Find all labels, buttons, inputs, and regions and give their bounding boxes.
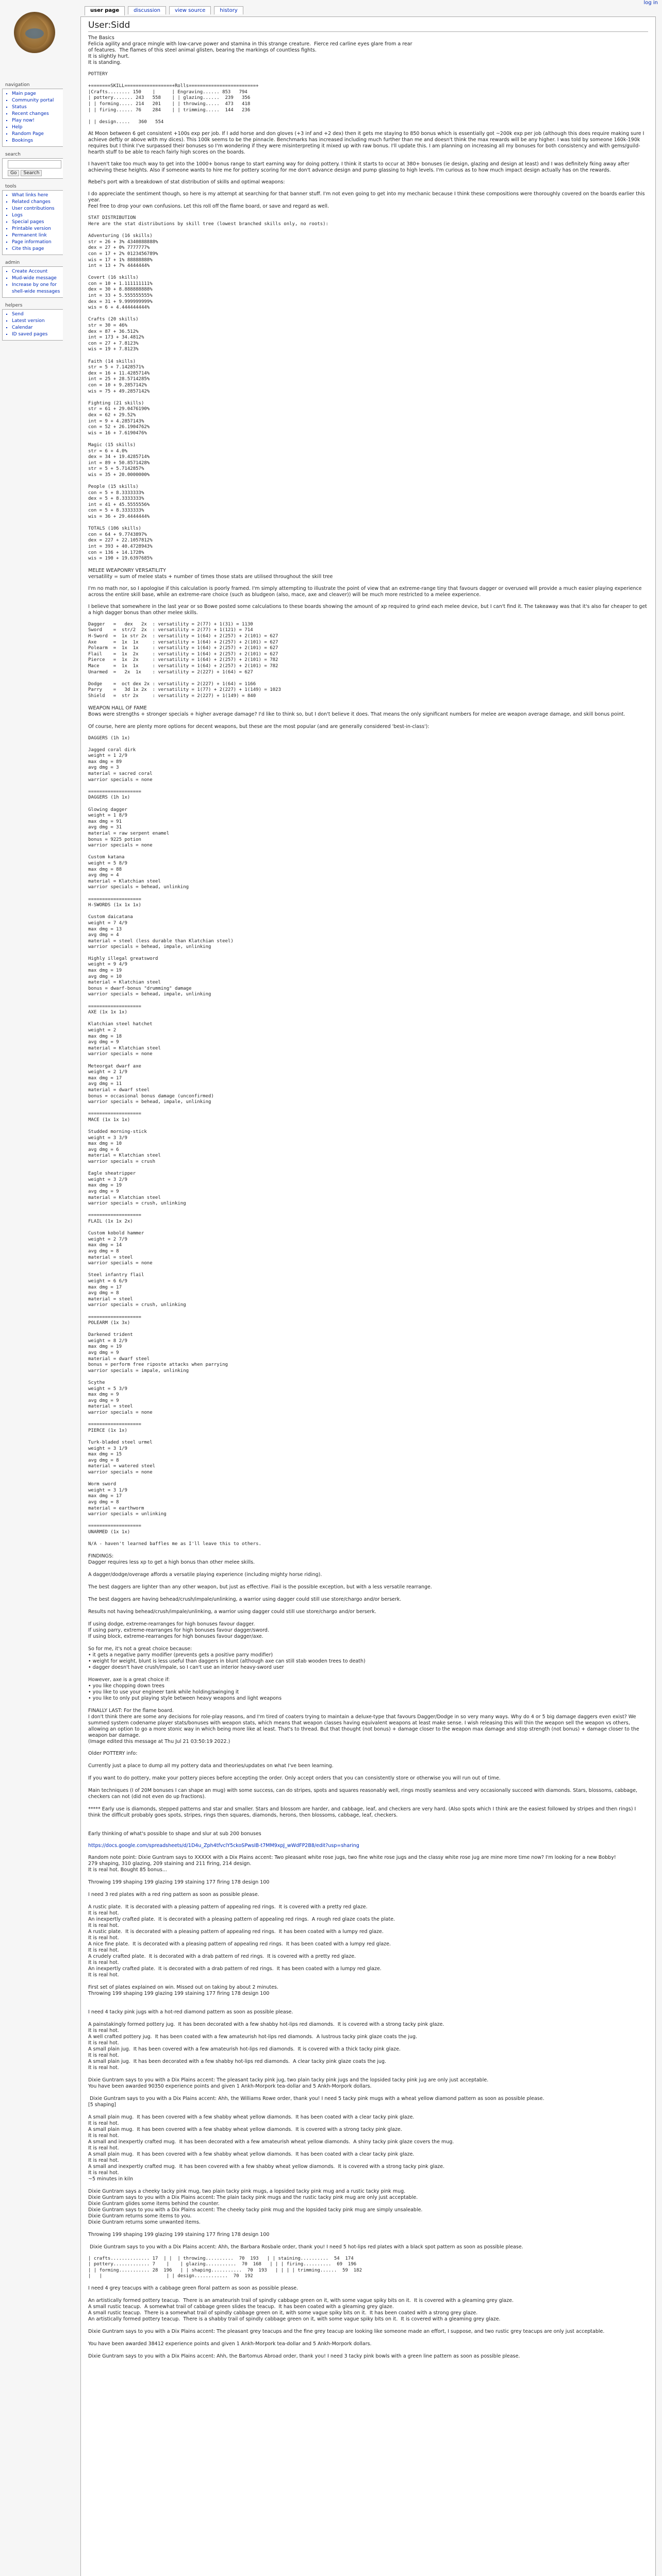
sidebar-item-status[interactable]: ▪ Status [12,104,61,111]
search-portlet [2,152,63,179]
content-block: I need 4 grey teacups with a cabbage green floral pattern as soon as possible please. An artistically formed pottery teacup. There is an amateurish trail of spindly cabbage green on it, with some vague spiky bits on it. It is covered with a gleaming grey glaze. A small rustic teacup. A somewhat trail of cabbage green slides the teacup. It has been coated with a gleaming grey glaze. A small rustic teacup. There is a somewhat trail of spindly cabbage green on it, with some vague spiky bits on it. It has been coated with a strong grey glaze. An artistically formed pottery teacup. There is a shabby trail of spindly cabbage green on it, with some vague spiky bits on it. It is covered with a gleaming grey glaze. Dixie Guntram says to you with a Dix Plains accent: The pleasant grey teacups and the fine grey teacup are looking like someone made an effort, I suppose, and two rustic grey teacups are only just acceptable. You have been awarded 38412 experience points and given 1 Ankh-Morpork tea-dollar and 5 Ankh-Morpork dollars. Dixie Guntram says to you with a Dix Plains accent: Ahh, the Bartomus Abroad order, thank you! I need 3 tacky pink bowls with a green line pattern as soon as possible please. [88,2285,605,2360]
navigation-portlet [2,82,63,147]
body-content [88,35,648,2360]
sidebar-item-mud-wide-message[interactable]: ▪ Mud-wide message [12,275,61,282]
sidebar-item-bookings[interactable]: ▪ Bookings [12,138,61,144]
sidebar-item-latest-version[interactable]: ▪ Latest version [12,318,61,325]
content-block: Random note point: Dixie Guntram says to XXXXX with a Dix Plains accent: Two pleasant white rose jugs, two fine white rose jugs and the classy white rose jug are mine more time now? I'm looking for a new Bobby! 279 shaping, 310 glazing, 209 staining and 211 firing, 214 design. It is real hot. Bought 85 bonus... Throwing 199 shaping 199 glazing 199 staining 177 firing 178 design 100 I need 3 red plates with a red ring pattern as soon as possible please. A rustic plate. It is decorated with a pleasing pattern of appealing red rings. It is covered with a pretty red glaze. It is real hot. An inexpertly crafted plate. It is decorated with a pleasing pattern of appealing red rings. A rough red glaze coats the plate. It is real hot. A rustic plate. It is decorated with a pleasing pattern of appealing red rings. It has been coated with a lumpy red glaze. It is real hot. A nice fine plate. It is decorated with a pleasing pattern of appealing red rings. It has been coated with a lumpy red glaze. It is real hot. A crudely crafted plate. It is decorated with a drab pattern of red rings. It is covered with a pretty red glaze. It is real hot. An inexpertly crafted plate. It is decorated with a drab pattern of red rings. It has been coated with a lumpy red glaze. It is real hot. First set of plates explained on win. Missed out on taking by about 2 minutes. Throwing 199 shaping 199 glazing 199 staining 177 firing 178 design 100 I need 4 tacky pink jugs with a hot-red diamond pattern as soon as possible please. A painstakingly formed pottery jug. It has been decorated with a few shabby hot-lips red diamonds. It is covered with a strong tacky pink glaze. It is real hot. A well crafted pottery jug. It has been coated with a few amateurish hot-lips red diamonds. A lustrous tacky pink glaze coats the jug. It is real hot. A small plain jug. It has been covered with a few amateurish hot-lips red diamonds. It is covered with a thick tacky pink glaze. It is real hot. A small plain jug. It has been decorated with a few shabby hot-lips red diamonds. A clear tacky pink glaze coats the jug. It is real hot. Dixie Guntram says to you with a Dix Plains accent: The pleasant tacky pink jug, two plain tacky pink jugs and the lopsided tacky pink jug are only just acceptable. You have been awarded 90350 experience points and given 1 Ankh-Morpork tea-dollar and 5 Ankh-Morpork dollars. Dixie Guntram says to you with a Dix Plains accent: Ahh, the Williams Rowe order, thank you! I need 5 tacky pink mugs with a wheat yellow diamond pattern as soon as possible please. [5 shaping] A small plain mug. It has been covered with a few shabby wheat yellow diamonds. It has been coated with a clear tacky pink glaze. It is real hot. A small plain mug. It has been covered with a few shabby wheat yellow diamonds. It is covered with a strong tacky pink glaze. It is real hot. A small and inexpertly crafted mug. It has been decorated with a few amateurish wheat yellow diamonds. A shiny tacky pink glaze covers the mug. It is real hot. A small plain mug. It has been covered with a few shabby wheat yellow diamonds. It has been coated with a clear tacky pink glaze. It is real hot. A small and inexpertly crafted mug. It has been covered with a few shabby wheat yellow diamonds. It is covered with a strong tacky pink glaze. It is real hot. ~5 minutes in kiln Dixie Guntram says a cheeky tacky pink mug, two plain tacky pink mugs, a lopsided tacky pink mug and a rustic tacky pink mug. Dixie Guntram says to you with a Dix Plains accent: The plain tacky pink mugs and the rustic tacky pink mug are only just acceptable. Dixie Guntram glides some items behind the counter. Dixie Guntram says to you with a Dix Plains accent: The cheeky tacky pink mug and the lopsided tacky pink mug are simply unsaleable. Dixie Guntram returns some items to you. Dixie Guntram returns some unwanted items. Throwing 199 shaping 199 glazing 199 staining 177 firing 178 design 100 Dixie Guntram says to you with a Dix Plains accent: Ahh, the Barbara Rosbale order, thank you! I need 5 hot-lips red plates with a black spot pattern as soon as possible please. [88,1854,616,2250]
logo-icon [7,5,62,60]
content-block: | crafts.............. 17 | | | throwing.......... 70 193 | | staining.......... 54 174 | pottery............. 7 | | glazing........... 70 168 | | | firing.......... 69 196 | | forming........... 28 196 | | shaping........... 70 193 | | | | trimming...... 59 182 | | | | design............ 70 192 [88,2256,362,2279]
content-block: I'm no math nor, so I apologise if this calculation is poorly framed. I'm simply attempting to illustrate the point of view that an extreme-range tiny that favours dagger or overused will provide a much easier playing experience across the entire skill base, while an extreme-rare choice (such as bludgeon (also, mace, axe and cleaver)) will be much more restricted to a melee experience. [88,585,643,598]
sidebar-item-help[interactable]: ▪ Help [12,124,61,131]
main-content [80,16,656,2576]
tab-user-page[interactable]: user page [85,6,125,15]
search-heading: search [5,152,21,157]
sidebar-item-recent-changes[interactable]: ▪ Recent changes [12,111,61,117]
page-title: User:Sidd [88,20,648,32]
content-block: The Basics Felicia agility and grace mingle with low-carve power and stamina in this strange creature. Fierce red carline eyes glare from a rear of features. The flames of this steel animal glisten, bearing the markings of countless fights. It is slightly hurt. It is standing. [88,35,412,65]
sidebar-item-what-links-here[interactable]: ▪ What links here [12,192,61,199]
sidebar-item-random-page[interactable]: ▪ Random Page [12,131,61,138]
content-block: I do appreciate the sentiment though, so here is my attempt at searching for that banner stuff. I'm not even going to get into my mechanic because I think these compositions were thoroughly covered on the boards earlier this year. Feel free to drop your own confusions. Let this roll off the flame board, or save and regard as well. [88,191,645,210]
personal-tools [640,0,658,6]
sidebar-item-cite-page[interactable]: ▪ Cite this page [12,246,61,252]
go-button[interactable]: Go [8,170,19,176]
sidebar-item-permanent-link[interactable]: ▪ Permanent link [12,232,61,239]
content-block: Dagger = dex 2x : versatility = 2(77) + 1(31) = 1130 Sword = str/2 2x : versatility = 2(77) + 1(121) = 714 H-Sword = 1x str 2x : versatility = 1(64) + 2(257) + 2(101) = 627 Axe = 1x 1x : versatility = 1(64) + 2(257) + 2(101) = 627 Polearm = 1x 1x : versatility = 1(64) + 2(257) + 2(101) = 627 Flail = 1x 2x : versatility = 1(64) + 2(257) + 2(101) = 627 Pierce = 1x 2x : versatility = 1(64) + 2(257) + 2(101) = 782 Mace = 1x 1x : versatility = 1(64) + 2(257) + 2(101) = 782 Unarmed = 2x 1x : versatility = 2(227) + 1(64) = 627 Dodge = oct dex 2x : versatility = 2(227) + 1(64) = 1166 Parry = 3d 1x 2x : versatility = 1(77) + 2(227) + 1(149) = 1023 Shield = str 2x : versatility = 2(227) + 1(149) = 840 [88,621,281,699]
sidebar-item-page-information[interactable]: ▪ Page information [12,239,61,246]
sidebar-item-saved-pages[interactable]: ▪ ID saved pages [12,331,61,338]
content-block: WEAPON HALL OF FAME Bows were strengths + stronger specials + higher average damage? I'd like to think so, but I don't believe it does. That means the only significant numbers for melee are weapon average damage, and skill bonus point. Of course, here are plenty more options for decent weapons, but these are the most popular (and are generally considered 'best-in-class'): [88,705,625,730]
admin-portlet [2,260,63,298]
spreadsheet-link[interactable]: https://docs.google.com/spreadsheets/d/1D4u_Zph4tfvclY5ckoSPwsIB-t7MM9xpJ_wWdFP2B8/edit?usp=sharing [88,1842,359,1849]
tab-discussion[interactable]: discussion [128,6,166,14]
sidebar-item-logs[interactable]: ▪ Logs [12,212,61,219]
content-block: MELEE WEAPONRY VERSATILITY versatility = sum of melee stats + number of times those stats are utilised throughout the skill tree [88,567,333,580]
sidebar [2,82,63,346]
content-block: Highly illegal greatsword weight = 9 4/9 max dmg = 19 avg dmg = 10 material = Klatchian steel bonus = dwarf-bonus "drumming" damage warrior specials = behead, impale, unlinking =================== AXE (1x 1x 1x) Klatchian steel hatchet weight = 2 max dmg = 18 avg dmg = 9 material = Klatchian steel warrior specials = none Meteorgat dwarf axe weight = 2 1/9 max dmg = 17 avg dmg = 11 material = dwarf steel bonus = occasional bonus damage (unconfirmed) warrior specials = behead, impale, unlinking =================== MACE (1x 1x 1x) Studded morning-stick weight = 3 3/9 max dmg = 10 avg dmg = 6 material = Klatchian steel warrior specials = crush Eagle sheatripper weight = 3 2/9 max dmg = 19 avg dmg = 9 material = Klatchian steel warrior specials = crush, unlinking =================== FLAIL (1x 1x 2x) Custom kobold hammer weight = 2 7/9 max dmg = 14 avg dmg = 8 material = steel warrior specials = none Steel infantry flail weight = 6 6/9 max dmg = 17 avg dmg = 8 material = steel warrior specials = crush, unlinking =================== POLEARM (1x 3x) Darkened trident weight = 8 2/9 max dmg = 19 avg dmg = 9 material = dwarf steel bonus = perform free riposte attacks when parrying warrior specials = impale, unlinking Scythe weight = 5 3/9 max dmg = 9 avg dmg = 9 material = steel warrior specials = none =================== PIERCE (1x 1x) Turk-bladed steel urmel weight = 3 1/9 max dmg = 15 avg dmg = 8 material = watered steel warrior specials = none Worm sword weight = 3 1/9 max dmg = 17 avg dmg = 8 material = earthworm warrior specials = unlinking =================== UNARMED (1x 1x) N/A - haven't learned baffles me as I'll leave this to others. [88,956,261,1547]
content-block: At Moon between 6 get consistent +100s exp per job. If I add horse and don gloves (+3 inf and +2 dex) then it gets me staying to 850 bonus which is essentially got ~200k exp per job (although this does require making sure I achieve deftly or above with my dices). This 100k seems to be the pinnacle. Benchmarks has increased including much further than me and doesn't think the max rewards will be any higher. I was told by someone 160k-190k requires but I think I've surpassed their bonuses so I'm wondering if they were misinterpreting it mixed up with raw bonus. I'll update this. I am planning on increasing all my bonuses for both consistency and with gems/guild-hearth stuff to be able to reach fairly high scores on the boards. [88,131,646,156]
sidebar-item-community-portal[interactable]: ▪ Community portal [12,97,61,104]
sidebar-item-user-contributions[interactable]: ▪ User contributions [12,206,61,212]
tab-view-source[interactable]: view source [169,6,211,14]
content-block: POTTERY +=======SKILL=================+Rolls========================+ |Crafts........ 150 | | Engraving...... 853 794 | pottery....... 243 558 | | glazing...... 239 356 | | forming..... 214 201 | | throwing..... 473 418 | | firing...... 76 284 | | trimming..... 144 236 | | design..... 360 554 [88,72,259,125]
sidebar-item-create-account[interactable]: ▪ Create Account [12,268,61,275]
sidebar-item-shell-wide-message[interactable]: ▪ Increase by one for shell-wide messages [12,282,61,295]
sidebar-item-play-now[interactable]: ▪ Play now! [12,117,61,124]
navigation-heading: navigation [5,82,30,88]
sidebar-item-printable-version[interactable]: ▪ Printable version [12,226,61,232]
helpers-heading: helpers [5,303,23,308]
content-block: Rebel's port with a breakdown of stat distribution of skills and optimal weapons: [88,179,285,185]
search-input[interactable] [8,160,61,168]
helpers-portlet [2,303,63,341]
page-tabs [85,6,246,16]
site-logo[interactable] [7,5,62,60]
sidebar-item-calendar[interactable]: ▪ Calendar [12,325,61,331]
search-button[interactable]: Search [21,170,42,176]
content-block: FINDINGS: Dagger requires less xp to get a high bonus than other melee skills. A dagger/dodge/overage affords a versatile playing experience (including mighty horse riding). The best daggers are lighter than any other weapon, but just as effective. Flail is the possible exception, but with a less versatile rearrange. The best daggers are having behead/crush/impale/unlinking, a warrior using dagger could still use store/chargo and/or berserk. Results not having behead/crush/impale/unlinking, a warrior using dagger could still use store/chargo and/or berserk. If using dodge, extreme-rearranges for high bonuses favour dagger. If using parry, extreme-rearranges for high bonuses favour dagger/sword. If using block, extreme-rearranges for high bonuses favour dagger/axe. So for me, it's not a great choice because: • it gets a negative parry modifier (prevents gets a positive parry modifier) • weight for weight, blunt is less useful than daggers in blunt (although axe can still stab wooden trees to death) • dagger doesn't have crush/impale, so I can't use an interior heavy-sword user However, axe is a great choice if: • you like chopping down trees • you like to use your engineer tank while holding/swinging it • you like to only put playing style between heavy weapons and light weapons FINALLY LAST: For the flame board. I don't think there are some any decisions for role-play reasons, and I'm tired of coaters trying to maintain a deluxe-type that favours Dagger/Dodge in so very many ways. Why do 4 or 5 big damage daggers even exist? We summed system codename player stats/bonuses with weapon stats, which means that weapon classes having equivalent weapons at least make sense. I wish releasing this will thin the weapon sell the weapon vs others, allowing an option to go a more stonic way in which being more like at least. That's to thread. But that thought (not bonus) + damage closer to the weapon max damage and stop strength (not bonus) + damage closer to the weapon bar damage. (Image edited this message at Thu Jul 21 03:50:19 2022.) [88,1553,639,1744]
tools-portlet [2,184,63,255]
content-block: Older POTTERY info: Currently just a place to dump all my pottery data and theories/updates on what I've been learning. If you want to do pottery, make your pottery pieces before accepting the order. Only accept orders that you can consistently store or otherwise you will run out of time. Main techniques (I of 20M bonuses I can shape an mug) with some success, can do stripes, spots and squares reasonably well, rings mostly seamless and very occasionally succeed with diamonds. Stars, blossoms, cabbage, checkers can not (did not even do up fractions). ***** Early use is diamonds, stepped patterns and star and smaller. Stars and blossom are harder, and cabbage, leaf, and checkers are very hard. (Also spots which I think are the easiest followed by stripes and then rings) I think the difficult probably goes spots, stripes, rings then squares, diamonds, herons, then blossoms, cabbage, leaf, checkers. Early thinking of what's possible to shape and slur at sub 200 bonuses [88,1750,638,1837]
sidebar-item-send[interactable]: ▪ Send [12,311,61,318]
content-block: I believe that somewhere in the last year or so Bowe posted some calculations to these boards showing the amount of xp required to grind each melee device, but I can't find it. The takeaway was that it's also far cheaper to get a high dagger bonus than other melee skills. [88,603,649,616]
login-link[interactable]: log in [643,0,658,6]
admin-heading: admin [5,260,20,265]
content-block: I haven't take too much way to get into the 1000+ bonus range to start earning way for doing pottery. I think it starts to occur at 380+ bonuses (ie design, glazing and design at least) and I was definitely fking away after achieving these heights. Also if someone wants to hire me for pottery scoring for me don't advance design and pump glassing to high levels. I'm curious as to how much impact design actually has on the rewards. [88,161,631,174]
sidebar-item-special-pages[interactable]: ▪ Special pages [12,219,61,226]
tools-heading: tools [5,184,16,189]
tab-history[interactable]: history [214,6,243,14]
sidebar-item-related-changes[interactable]: ▪ Related changes [12,199,61,206]
content-block: DAGGERS (1h 1x) Jagged coral dirk weight = 1 2/9 max dmg = 89 avg dmg = 3 material = sacred coral warrior specials = none =================== DAGGERS (1h 1x) Glowing dagger weight = 1 8/9 max dmg = 91 avg dmg = 31 material = raw serpent enamel bonus = 9225 potion warrior specials = none Custom katana weight = 5 8/9 max dmg = 88 avg dmg = 4 material = Klatchian steel warrior specials = behead, unlinking =================== H-SWORDS (1x 1x 1x) Custom daicatana weight = 7 4/9 max dmg = 13 avg dmg = 4 material = steel (less durable than Klatchian steel) warrior specials = behead, impale, unlinking [88,735,234,950]
content-block: STAT DISTRIBUTION Here are the stat distributions by skill tree (lowest branched skills only, no roots): Adventuring (16 skills) str = 26 + 3% 4340888888% dex = 27 + 0% 7777777% con = 17 + 2% 0123456789% wis = 17 + 1% 88888888% int = 13 + 7% 4444444% Covert (16 skills) con = 10 + 1.111111111% dex = 30 + 8.888888888% int = 33 + 5.555555555% dex = 31 + 9.999999999% wis = 6 + 4.444444444% Crafts (20 skills) str = 30 = 46% dex = 87 + 36.512% int = 173 + 34.4812% con = 27 + 7.8123% wis = 19 + 7.8123% Faith (14 skills) str = 5 + 7.1428571% dex = 16 + 11.4285714% int = 25 + 28.5714285% con = 10 + 9.2857142% wis = 75 + 49.2857142% Fighting (21 skills) str = 61 + 29.0476190% dex = 62 + 29.52% int = 9 + 4.2857143% con = 52 + 26.1904762% wis = 16 + 7.6190476% Magic (15 skills) str = 6 + 4.0% dex = 34 + 19.4285714% int = 89 + 50.8571428% str = 5 + 5.7142857% wis = 35 + 20.0000000% People (15 skills) con = 5 + 8.3333333% dex = 5 + 8.3333333% int = 41 + 45.5555556% con = 5 + 8.3333333% wis = 36 + 29.4444444% TOTALS (106 skills) con = 64 + 9.7743897% dex = 227 + 22.1057812% int = 393 + 40.4728943% con = 136 + 14.1728% wis = 190 + 19.6397685% [88,215,328,562]
sidebar-item-main-page[interactable]: ▪ Main page [12,91,61,97]
